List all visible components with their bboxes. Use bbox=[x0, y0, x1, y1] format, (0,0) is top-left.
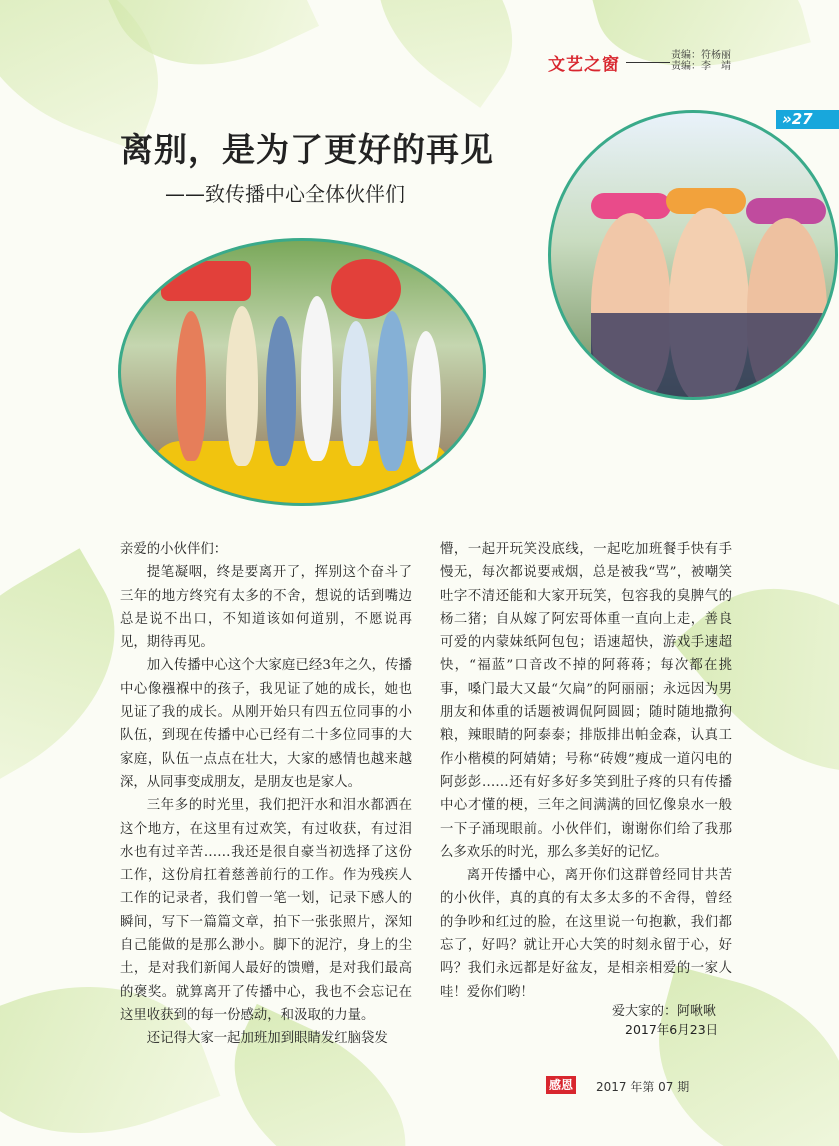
issue-number: 2017 年第 07 期 bbox=[596, 1080, 690, 1094]
article-title: 离别，是为了更好的再见 bbox=[120, 130, 494, 169]
date: 2017年6月23日 bbox=[625, 1022, 719, 1037]
friends-selfie-photo bbox=[548, 110, 838, 400]
page-number: 27 bbox=[791, 110, 813, 128]
group-photo-playground bbox=[118, 238, 486, 506]
magazine-logo: 感恩 bbox=[546, 1076, 576, 1094]
body-column-right bbox=[440, 538, 732, 1004]
article-subtitle: ——致传播中心全体伙伴们 bbox=[165, 182, 405, 206]
header-divider bbox=[626, 62, 670, 63]
chevron-right-icon: » bbox=[782, 110, 792, 128]
editor-line-1: 责编：符杨丽 bbox=[671, 50, 731, 61]
editor-credits bbox=[671, 50, 731, 72]
section-header bbox=[548, 50, 738, 76]
paragraph: 提笔凝咽，终是要离开了，挥别这个奋斗了三年的地方终究有太多的不舍，想说的话到嘴边总是说不出口，不知道该如何道别，不愿说再见，期待再见。 bbox=[120, 565, 412, 651]
paragraph: 加入传播中心这个大家庭已经3年之久，传播中心像襁褓中的孩子，我见证了她的成长，她也见证了我的成长。从刚开始只有四五位同事的小队伍，到现在传播中心已经有二十多位同事的大家庭，队伍一点点在壮大，大家的感情也越来越深，从同事变成朋友，是朋友也是家人。 bbox=[120, 658, 412, 790]
page-number-tab bbox=[776, 110, 839, 129]
paragraph: 还记得大家一起加班加到眼睛发红脑袋发 bbox=[146, 1031, 388, 1047]
paragraph: 离开传播中心，离开你们这群曾经同甘共苦的小伙伴，真的真的有太多太多的不舍得，曾经的争吵和红过的脸，在这里说一句抱歉，我们都忘了，好吗？就让开心大笑的时刻永留于心，好吗？我们永远都是好盆友，是相亲相爱的一家人哇！爱你们哟！ bbox=[440, 868, 732, 1000]
paragraph: 懵，一起开玩笑没底线，一起吃加班餐手快有手慢无，每次都说要戒烟，总是被我“骂”，被嘲笑吐字不清还能和大家开玩笑，包容我的臭脾气的杨二猪；自从嫁了阿宏哥体重一直向上走，善良可爱的内蒙妹纸阿包包；语速超快，游戏手速超快，“福蓝”口音改不掉的阿蒋蒋；每次都在挑事，嗓门最大又最“欠扁”的阿丽丽；永远因为男朋友和体重的话题被调侃阿圆圆；随时随地撒狗粮，辣眼睛的阿泰泰；排版排出帕金森，认真工作小楷模的阿婧婧；号称“砖嫂”瘦成一道闪电的阿彭彭……还有好多好多笑到肚子疼的只有传播中心才懂的梗，三年之间满满的回忆像泉水一般一下子涌现眼前。小伙伴们，谢谢你们给了我那么多欢乐的时光，那么多美好的记忆。 bbox=[440, 542, 732, 860]
editor-line-2: 责编：李 靖 bbox=[671, 61, 731, 72]
section-title: 文艺之窗 bbox=[548, 55, 620, 75]
signature: 爱大家的：阿啾啾 bbox=[612, 1004, 717, 1019]
body-column-left bbox=[120, 538, 412, 1051]
paragraph: 三年多的时光里，我们把汗水和泪水都洒在这个地方，在这里有过欢笑，有过收获，有过泪水也有过辛苦……我还是很自豪当初选择了这份工作，这份肩扛着慈善前行的工作。作为残疾人工作的记录者，我们曾一笔一划，记录下感人的瞬间，写下一篇篇文章，拍下一张张照片，深知自己能做的是那么渺小。脚下的泥泞，身上的尘土，是对我们新闻人最好的馈赠，是对我们最高的褒奖。就算离开了传播中心，我也不会忘记在这里收获到的每一份感动，和汲取的力量。 bbox=[120, 798, 412, 1023]
salutation: 亲爱的小伙伴们： bbox=[120, 542, 228, 557]
